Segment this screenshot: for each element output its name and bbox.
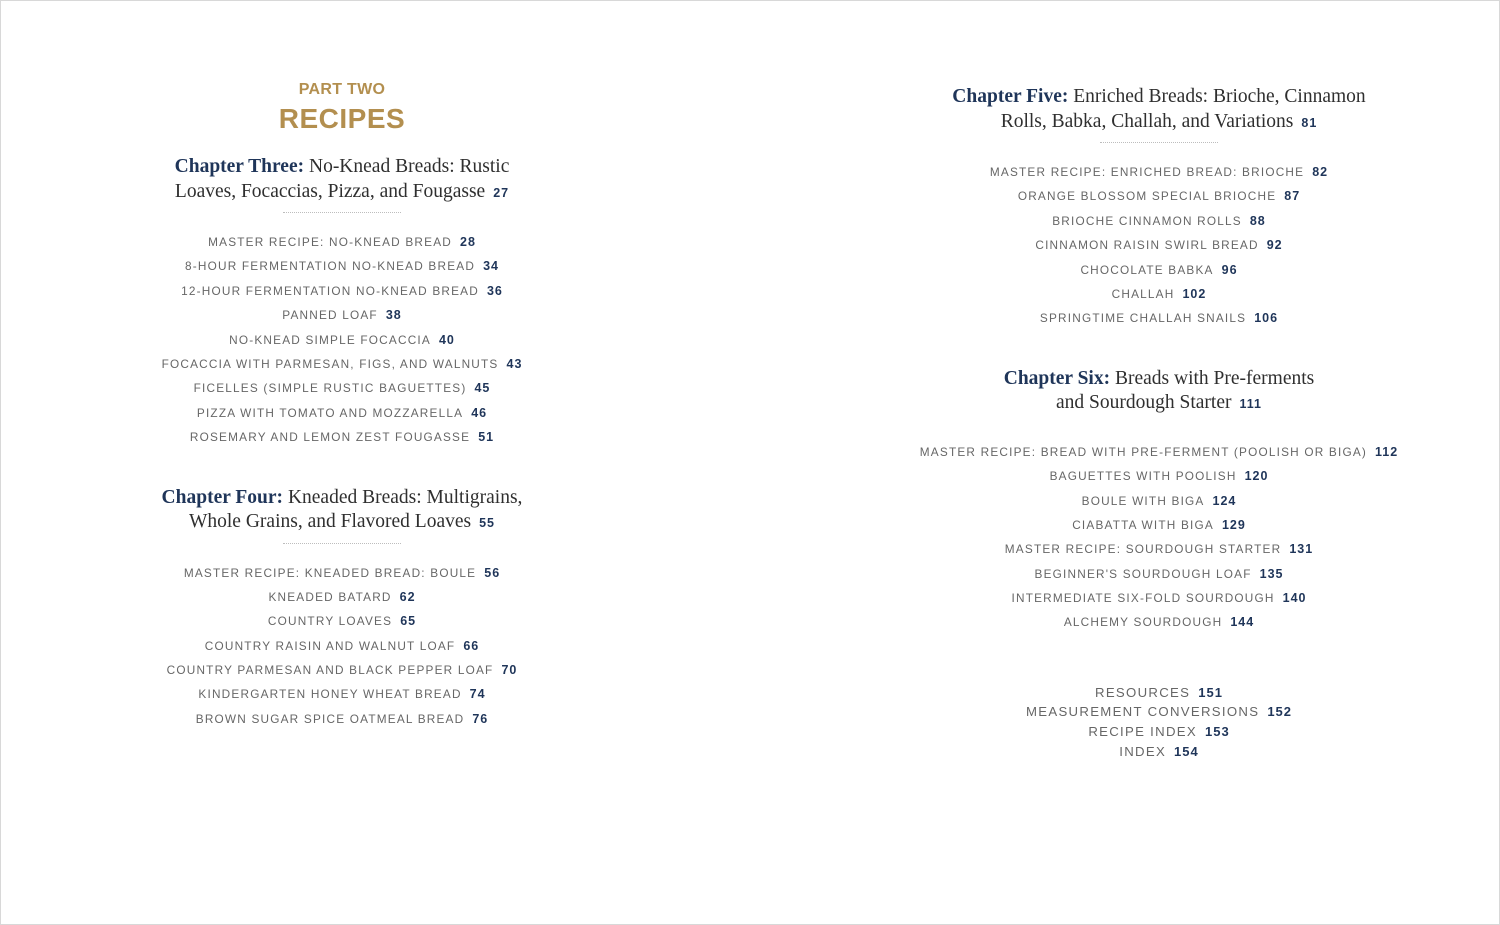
recipe-page-number: 65	[400, 614, 417, 629]
recipe-page-number: 144	[1230, 615, 1255, 630]
backmatter-entry	[909, 702, 1409, 722]
chapter-heading	[909, 85, 1409, 135]
recipe-entry	[909, 440, 1409, 464]
recipe-title: NO-KNEAD SIMPLE FOCACCIA	[229, 332, 431, 347]
chapter-title-line2: Rolls, Babka, Challah, and Variations	[1000, 110, 1294, 132]
recipe-page-number: 43	[506, 356, 523, 371]
recipe-entry	[909, 610, 1409, 634]
recipe-entry	[101, 328, 583, 352]
recipe-page-number: 102	[1182, 286, 1207, 301]
recipe-title: BROWN SUGAR SPICE OATMEAL BREAD	[195, 711, 465, 726]
chapter-title-line2: and Sourdough Starter	[1056, 392, 1232, 414]
recipe-page-number: 51	[478, 430, 495, 445]
part-title: RECIPES	[278, 103, 406, 134]
chapter-name: Chapter Four:	[161, 486, 284, 508]
recipe-page-number: 129	[1221, 517, 1246, 532]
backmatter-page-number: 151	[1198, 684, 1223, 700]
chapter-heading	[101, 155, 583, 205]
recipe-title: SPRINGTIME CHALLAH SNAILS	[1039, 311, 1247, 326]
chapter-title-line1: Enriched Breads: Brioche, Cinnamon	[1073, 86, 1366, 107]
backmatter-title: MEASUREMENT CONVERSIONS	[1025, 704, 1260, 720]
recipe-page-number: 56	[484, 565, 501, 580]
backmatter-title: INDEX	[1119, 743, 1167, 759]
left-page-toc	[101, 79, 583, 731]
backmatter-entry	[909, 722, 1409, 742]
recipe-page-number: 74	[469, 687, 486, 702]
recipe-entry	[909, 513, 1409, 537]
recipe-page-number: 45	[474, 381, 491, 396]
recipe-title: FICELLES (SIMPLE RUSTIC BAGUETTES)	[193, 381, 467, 396]
recipe-page-number: 87	[1284, 189, 1301, 204]
recipe-title: MASTER RECIPE: SOURDOUGH STARTER	[1004, 542, 1282, 557]
recipe-entry	[909, 258, 1409, 282]
recipe-title: MASTER RECIPE: KNEADED BREAD: BOULE	[183, 565, 477, 580]
recipe-entry	[909, 209, 1409, 233]
recipe-list	[909, 160, 1409, 331]
recipe-entry	[909, 306, 1409, 330]
recipe-entry	[101, 230, 583, 254]
recipe-title: ROSEMARY AND LEMON ZEST FOUGASSE	[189, 430, 471, 445]
dotted-divider	[283, 212, 401, 213]
backmatter-title: RESOURCES	[1095, 684, 1191, 700]
chapter-name: Chapter Three:	[174, 156, 305, 177]
recipe-page-number: 76	[472, 711, 489, 726]
recipe-page-number: 34	[483, 259, 499, 274]
recipe-entry	[101, 707, 583, 731]
recipe-title: MASTER RECIPE: ENRICHED BREAD: BRIOCHE	[989, 165, 1305, 179]
recipe-page-number: 62	[399, 589, 416, 604]
recipe-entry	[909, 537, 1409, 561]
recipe-page-number: 46	[471, 405, 488, 420]
recipe-entry	[101, 609, 583, 633]
recipe-page-number: 66	[463, 638, 480, 653]
recipe-title: BAGUETTES WITH POOLISH	[1049, 469, 1237, 484]
recipe-page-number: 88	[1249, 213, 1266, 228]
recipe-title: BOULE WITH BIGA	[1081, 493, 1205, 508]
backmatter-list	[909, 683, 1409, 761]
recipe-entry	[101, 425, 583, 449]
recipe-title: BRIOCHE CINNAMON ROLLS	[1052, 213, 1242, 228]
recipe-entry	[101, 303, 583, 327]
recipe-entry	[101, 279, 583, 303]
chapter-five	[909, 85, 1409, 331]
recipe-page-number: 124	[1212, 493, 1237, 508]
recipe-title: PANNED LOAF	[282, 308, 378, 323]
chapter-title-line2: Whole Grains, and Flavored Loaves	[188, 511, 472, 533]
recipe-entry	[101, 634, 583, 658]
recipe-entry	[909, 586, 1409, 610]
recipe-title: MASTER RECIPE: NO-KNEAD BREAD	[208, 235, 452, 249]
recipe-entry	[101, 401, 583, 425]
chapter-page-number: 111	[1239, 397, 1262, 412]
recipe-title: ALCHEMY SOURDOUGH	[1063, 615, 1223, 630]
backmatter-page-number: 154	[1174, 743, 1199, 759]
recipe-title: CHOCOLATE BABKA	[1080, 262, 1214, 277]
recipe-title: 8-HOUR FERMENTATION NO-KNEAD BREAD	[185, 259, 476, 274]
chapter-title-line1: Breads with Pre-ferments	[1114, 367, 1315, 389]
recipe-entry	[101, 254, 583, 278]
chapter-page-number: 27	[493, 185, 510, 200]
recipe-page-number: 92	[1266, 238, 1283, 253]
recipe-entry	[101, 376, 583, 400]
recipe-list	[101, 561, 583, 732]
recipe-entry	[909, 489, 1409, 513]
recipe-page-number: 106	[1254, 311, 1279, 326]
recipe-page-number: 28	[460, 235, 476, 249]
recipe-page-number: 96	[1221, 262, 1238, 277]
backmatter-title: RECIPE INDEX	[1088, 724, 1197, 740]
chapter-four	[101, 486, 583, 732]
recipe-page-number: 40	[438, 332, 455, 347]
recipe-entry	[101, 561, 583, 585]
backmatter-entry	[909, 683, 1409, 703]
recipe-page-number: 131	[1289, 542, 1314, 557]
part-label: PART TWO	[298, 81, 386, 98]
chapter-three	[101, 155, 583, 450]
recipe-entry	[101, 658, 583, 682]
recipe-page-number: 135	[1259, 566, 1284, 581]
backmatter-page-number: 153	[1204, 724, 1230, 740]
chapter-heading	[101, 486, 583, 536]
chapter-title-line2: Loaves, Focaccias, Pizza, and Fougasse	[174, 180, 486, 202]
chapter-name: Chapter Five:	[952, 86, 1069, 107]
recipe-title: INTERMEDIATE SIX-FOLD SOURDOUGH	[1011, 591, 1275, 606]
recipe-title: COUNTRY PARMESAN AND BLACK PEPPER LOAF	[166, 663, 494, 678]
chapter-title-line1: No-Knead Breads: Rustic	[308, 156, 510, 177]
recipe-page-number: 82	[1312, 165, 1329, 179]
recipe-entry	[101, 352, 583, 376]
chapter-heading	[909, 367, 1409, 417]
dotted-divider	[283, 543, 401, 544]
recipe-page-number: 140	[1282, 591, 1307, 606]
recipe-entry	[101, 682, 583, 706]
backmatter-entry	[909, 742, 1409, 762]
chapter-page-number: 81	[1301, 115, 1318, 130]
recipe-page-number: 38	[385, 308, 402, 323]
right-page-toc	[909, 85, 1409, 761]
recipe-entry	[909, 160, 1409, 184]
recipe-title: CINNAMON RAISIN SWIRL BREAD	[1035, 238, 1259, 253]
recipe-list	[101, 230, 583, 450]
recipe-page-number: 120	[1244, 469, 1269, 484]
recipe-title: COUNTRY LOAVES	[267, 614, 393, 629]
recipe-title: MASTER RECIPE: BREAD WITH PRE-FERMENT (POOLISH OR BIGA)	[919, 444, 1368, 459]
chapter-title-line1: Kneaded Breads: Multigrains,	[287, 486, 523, 508]
backmatter-page-number: 152	[1267, 704, 1293, 720]
recipe-title: KNEADED BATARD	[268, 589, 392, 604]
recipe-page-number: 70	[501, 663, 518, 678]
recipe-title: ORANGE BLOSSOM SPECIAL BRIOCHE	[1017, 189, 1277, 204]
recipe-title: KINDERGARTEN HONEY WHEAT BREAD	[198, 687, 462, 702]
recipe-list	[909, 440, 1409, 635]
recipe-entry	[909, 233, 1409, 257]
recipe-entry	[909, 184, 1409, 208]
recipe-title: CHALLAH	[1111, 286, 1175, 301]
recipe-title: FOCACCIA WITH PARMESAN, FIGS, AND WALNUTS	[161, 356, 499, 371]
recipe-title: BEGINNER'S SOURDOUGH LOAF	[1034, 566, 1252, 581]
chapter-page-number: 55	[479, 516, 496, 531]
recipe-page-number: 36	[486, 283, 503, 298]
chapter-six	[909, 367, 1409, 635]
recipe-entry	[909, 282, 1409, 306]
recipe-title: CIABATTA WITH BIGA	[1072, 517, 1214, 532]
recipe-entry	[101, 585, 583, 609]
recipe-entry	[909, 562, 1409, 586]
dotted-divider	[1100, 142, 1218, 143]
recipe-title: COUNTRY RAISIN AND WALNUT LOAF	[204, 638, 456, 653]
recipe-title: 12-HOUR FERMENTATION NO-KNEAD BREAD	[181, 283, 479, 298]
chapter-name: Chapter Six:	[1003, 367, 1111, 389]
recipe-title: PIZZA WITH TOMATO AND MOZZARELLA	[196, 405, 464, 420]
recipe-page-number: 112	[1375, 444, 1399, 459]
recipe-entry	[909, 464, 1409, 488]
